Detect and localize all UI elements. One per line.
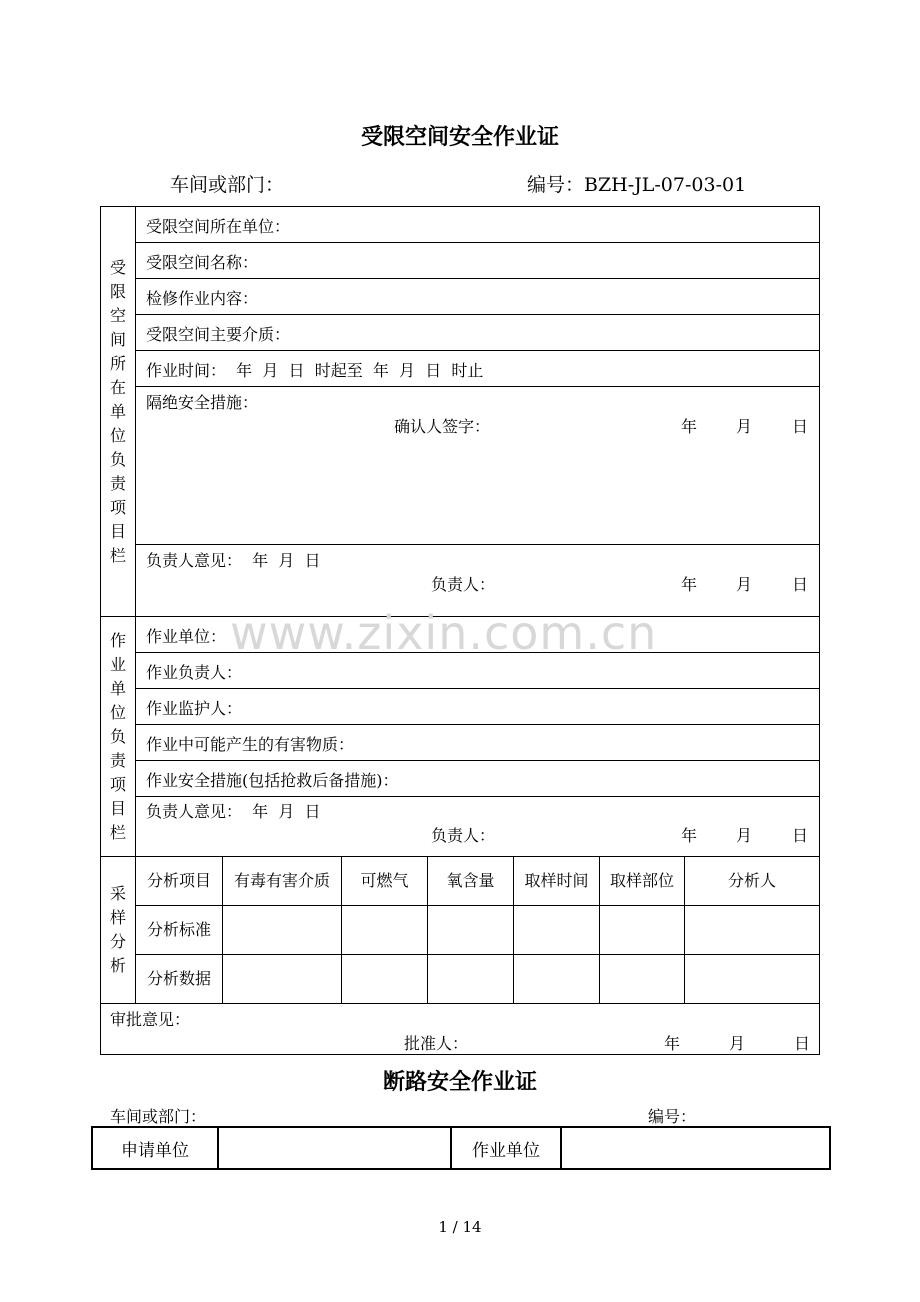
s1-confirm-year: 年: [681, 417, 698, 436]
doc2-code-label: 编号：: [648, 1107, 697, 1126]
s2-harmful-cell: [136, 725, 820, 761]
s2-guardian-cell: [136, 689, 820, 725]
approver-label: 批准人：: [404, 1034, 469, 1053]
section3-label: 采样分析: [109, 884, 126, 975]
s1-leader-month: 月: [736, 575, 753, 594]
s2-guardian: 作业监护人：: [146, 699, 243, 718]
s1-content-cell: [136, 279, 820, 315]
analysis-header-oxygen: 氧含量: [428, 857, 514, 906]
analysis-cell[interactable]: [223, 955, 342, 1004]
section1-label-cell: [101, 207, 136, 617]
s1-name: 受限空间名称：: [146, 253, 259, 272]
analysis-cell[interactable]: [223, 906, 342, 955]
apply-unit-value[interactable]: [218, 1127, 451, 1169]
s1-leader-year: 年: [681, 575, 698, 594]
s2-leader-sign: 负责人：: [431, 826, 496, 845]
s1-time-cell: [136, 351, 820, 387]
analysis-header-location: 取样部位: [600, 857, 685, 906]
work-unit-label: 作业单位: [451, 1127, 561, 1169]
s1-leader: 负责人：: [431, 575, 496, 594]
s1-confirm-day: 日: [792, 417, 809, 436]
approval-year: 年: [664, 1034, 681, 1053]
s2-leader-year: 年: [681, 826, 698, 845]
s1-opinion: 负责人意见： 年 月 日: [146, 551, 321, 570]
approval-month: 月: [729, 1034, 746, 1053]
circuit-permit-table: [91, 1126, 831, 1170]
analysis-cell[interactable]: [685, 906, 820, 955]
s2-leader-month: 月: [736, 826, 753, 845]
s1-name-cell: [136, 243, 820, 279]
work-unit-value[interactable]: [561, 1127, 830, 1169]
analysis-cell[interactable]: [428, 906, 514, 955]
analysis-row-data: 分析数据: [136, 955, 223, 1004]
doc2-dept-label: 车间或部门：: [110, 1107, 207, 1126]
section1-label: 受限空间所在单位负责项目栏: [109, 257, 126, 565]
s2-measures: 作业安全措施(包括抢救后备措施)：: [146, 771, 399, 790]
s1-unit-cell: [136, 207, 820, 243]
permit-title: 受限空间安全作业证: [360, 124, 559, 150]
s1-leader-day: 日: [792, 575, 809, 594]
analysis-cell[interactable]: [600, 906, 685, 955]
page-number: 1 / 14: [438, 1218, 482, 1236]
s1-confirm-sign: 确认人签字：: [394, 417, 491, 436]
section2-label-cell: [101, 617, 136, 857]
approval-label: 审批意见：: [110, 1010, 191, 1029]
analysis-header-toxic: 有毒有害介质: [223, 857, 342, 906]
s1-isolation-cell: [136, 387, 820, 545]
permit-code: 编号：BZH-JL-07-03-01: [527, 174, 747, 196]
circuit-permit-title: 断路安全作业证: [382, 1069, 537, 1095]
analysis-cell[interactable]: [514, 955, 600, 1004]
analysis-cell[interactable]: [428, 955, 514, 1004]
section3-label-cell: [101, 857, 136, 1004]
dept-label: 车间或部门：: [170, 174, 285, 196]
analysis-header-time: 取样时间: [514, 857, 600, 906]
analysis-cell[interactable]: [685, 955, 820, 1004]
approval-day: 日: [794, 1034, 811, 1053]
apply-unit-label: 申请单位: [92, 1127, 218, 1169]
s2-unit: 作业单位：: [146, 627, 227, 646]
analysis-row-standard: 分析标准: [136, 906, 223, 955]
analysis-cell[interactable]: [514, 906, 600, 955]
watermark: www.zixin.com.cn: [230, 606, 658, 660]
s1-unit: 受限空间所在单位：: [146, 217, 291, 236]
s1-time: 作业时间： 年 月 日 时起至 年 月 日 时止: [146, 361, 484, 380]
analysis-cell[interactable]: [342, 955, 428, 1004]
s1-isolation: 隔绝安全措施：: [146, 393, 259, 412]
s1-content: 检修作业内容：: [146, 289, 259, 308]
s2-opinion: 负责人意见： 年 月 日: [146, 802, 321, 821]
s2-leader-day: 日: [792, 826, 809, 845]
s1-medium: 受限空间主要介质：: [146, 325, 291, 344]
section2-label: 作业单位负责项目栏: [109, 630, 126, 842]
analysis-cell[interactable]: [600, 955, 685, 1004]
analysis-cell[interactable]: [342, 906, 428, 955]
analysis-header-item: 分析项目: [136, 857, 223, 906]
analysis-header-analyst: 分析人: [685, 857, 820, 906]
s2-measures-cell: [136, 761, 820, 797]
analysis-header-flammable: 可燃气: [342, 857, 428, 906]
s2-harmful: 作业中可能产生的有害物质：: [146, 735, 355, 754]
s1-confirm-month: 月: [736, 417, 753, 436]
approval-cell: [101, 1004, 820, 1055]
s2-leader: 作业负责人：: [146, 663, 243, 682]
s2-opinion-cell: [136, 797, 820, 857]
s1-medium-cell: [136, 315, 820, 351]
